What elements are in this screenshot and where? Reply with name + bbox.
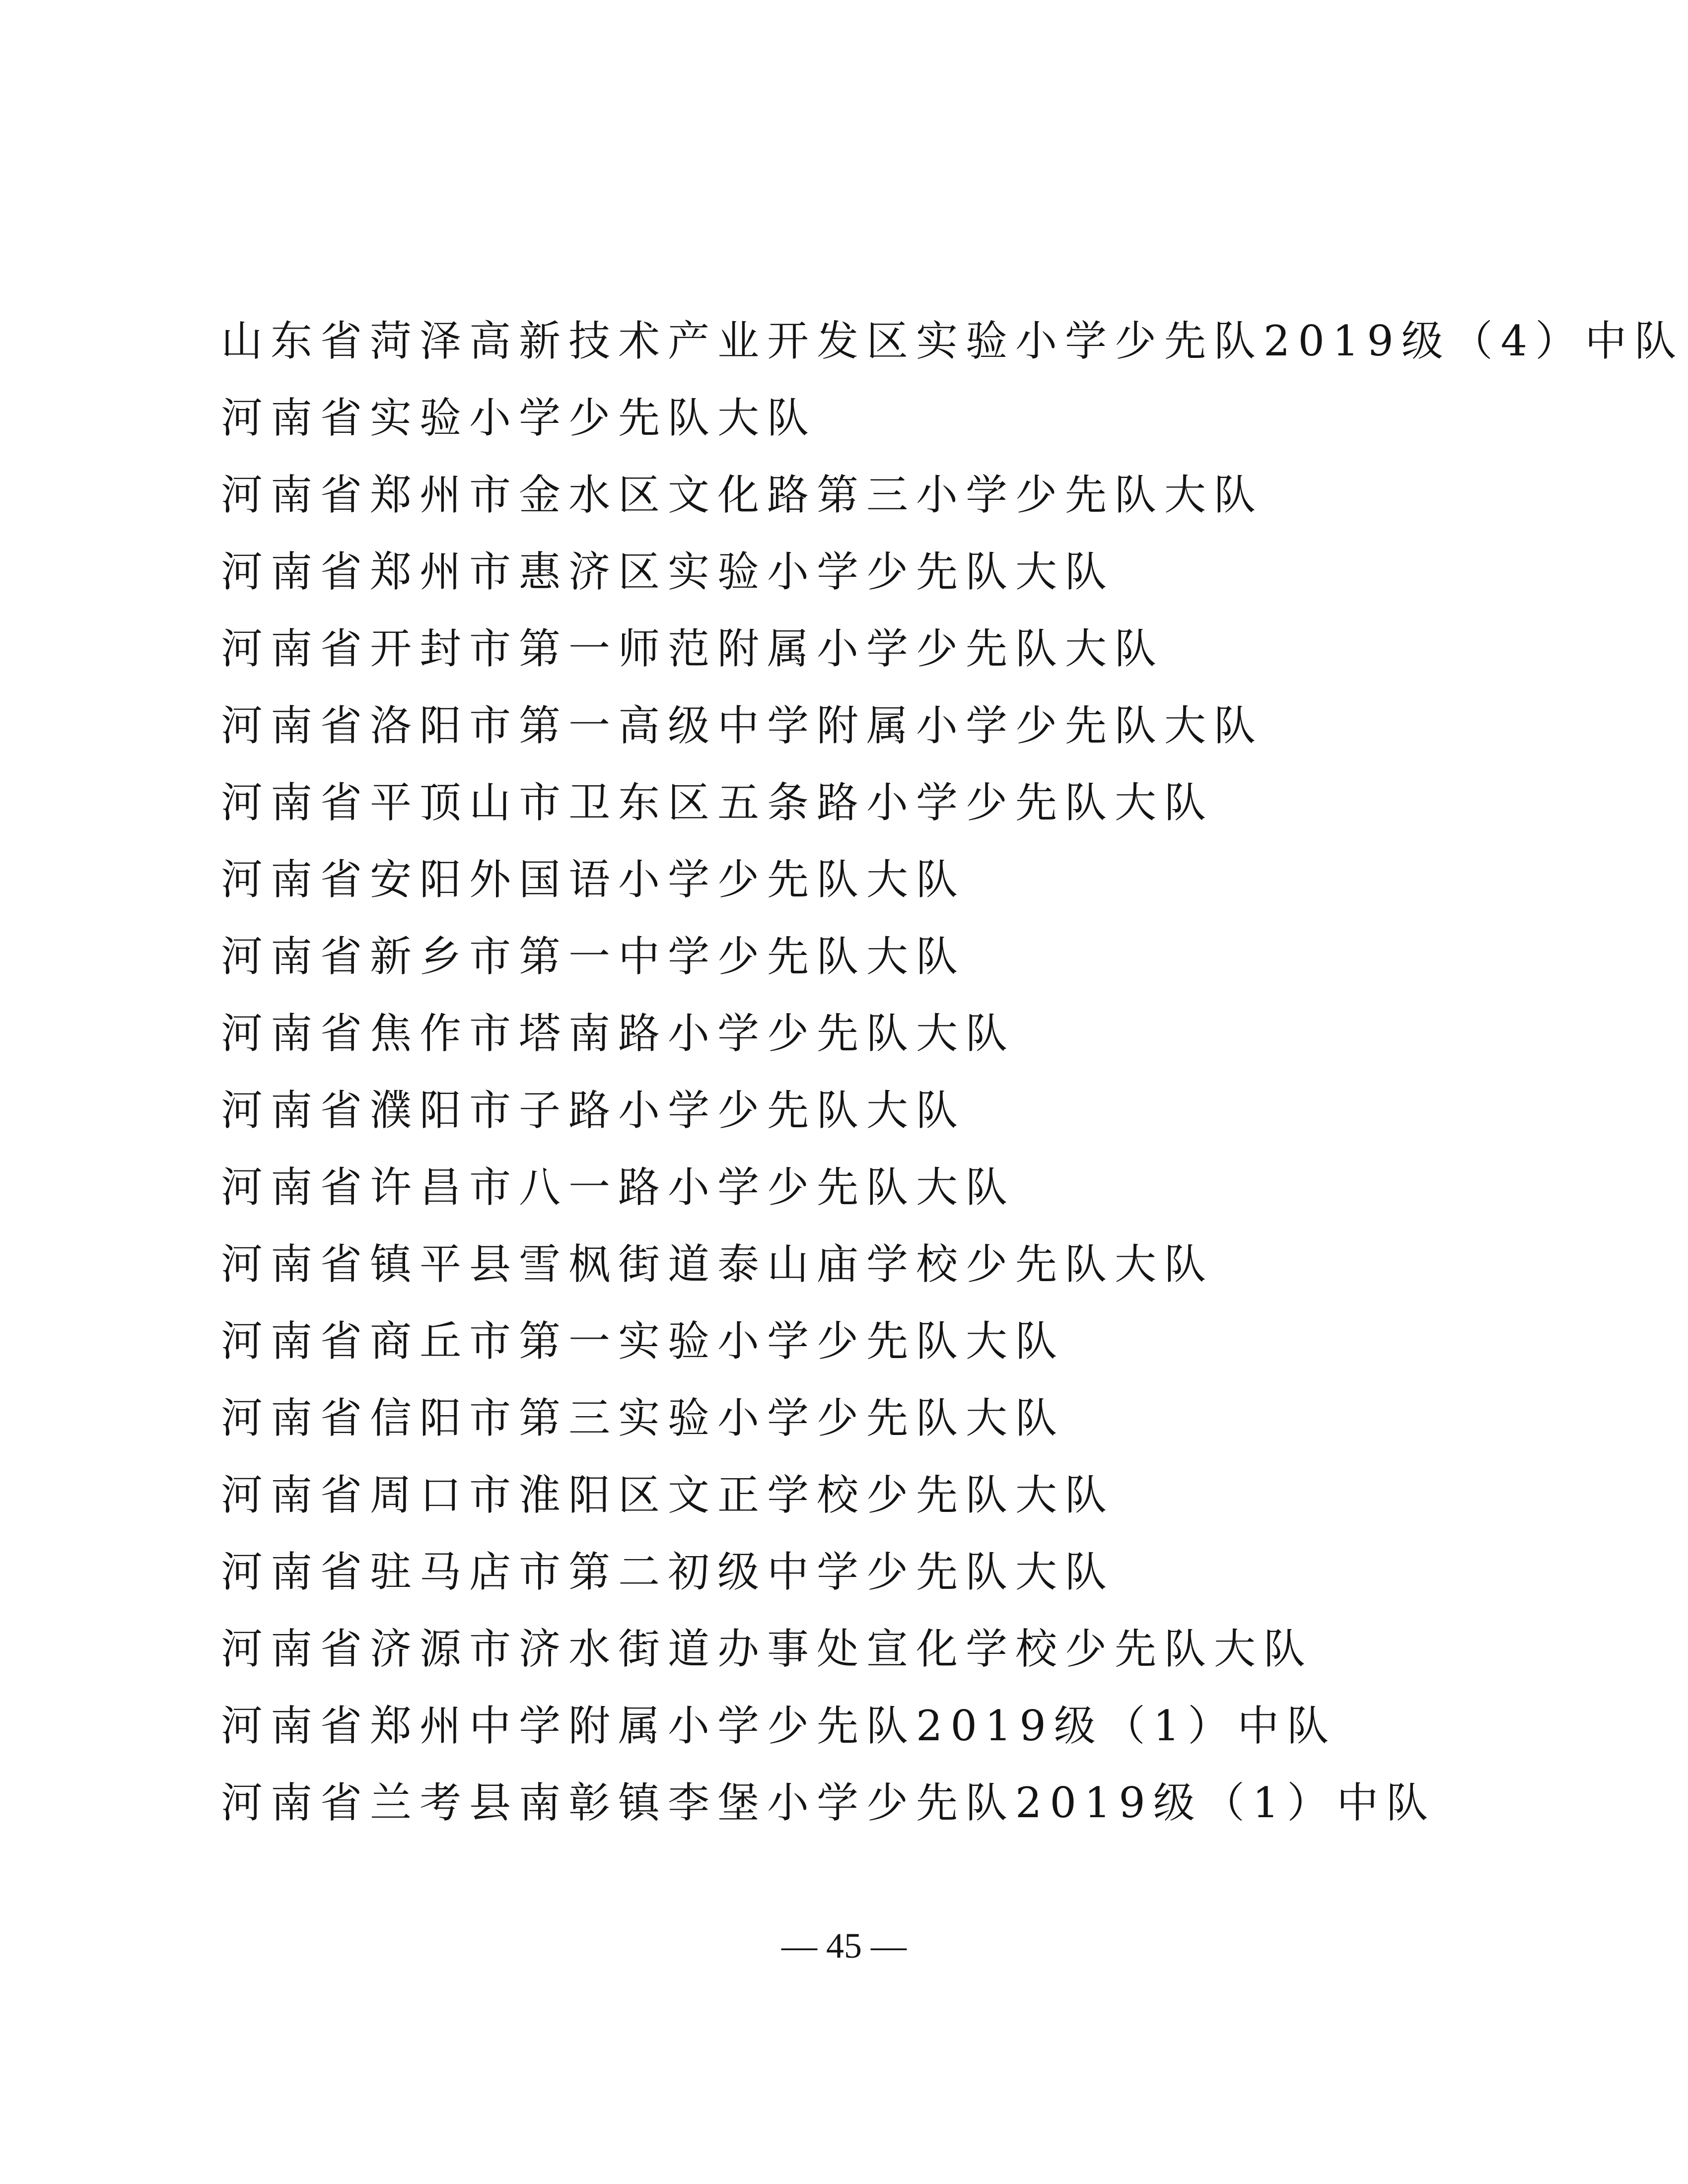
list-item: 河南省安阳外国语小学少先队大队 (221, 855, 966, 904)
list-item: 河南省周口市淮阳区文正学校少先队大队 (221, 1471, 1115, 1519)
list-item: 河南省郑州市金水区文化路第三小学少先队大队 (221, 471, 1264, 519)
list-item: 河南省洛阳市第一高级中学附属小学少先队大队 (221, 701, 1264, 750)
list-item: 河南省焦作市塔南路小学少先队大队 (221, 1009, 1016, 1058)
list-item: 河南省郑州市惠济区实验小学少先队大队 (221, 547, 1115, 596)
list-item: 河南省商丘市第一实验小学少先队大队 (221, 1317, 1065, 1365)
list-item: 河南省兰考县南彰镇李堡小学少先队2019级（1）中队 (221, 1778, 1436, 1827)
list-item: 河南省信阳市第三实验小学少先队大队 (221, 1394, 1065, 1442)
page-number: — 45 — (781, 1926, 907, 1966)
list-item: 河南省镇平县雪枫街道泰山庙学校少先队大队 (221, 1240, 1214, 1289)
list-item: 河南省许昌市八一路小学少先队大队 (221, 1163, 1016, 1212)
list-item: 河南省郑州中学附属小学少先队2019级（1）中队 (221, 1702, 1337, 1750)
list-item: 河南省平顶山市卫东区五条路小学少先队大队 (221, 778, 1214, 827)
list-item: 河南省濮阳市子路小学少先队大队 (221, 1086, 966, 1135)
list-item: 河南省新乡市第一中学少先队大队 (221, 932, 966, 981)
list-item: 河南省驻马店市第二初级中学少先队大队 (221, 1548, 1115, 1596)
honor-list (221, 303, 1685, 1842)
list-item: 河南省开封市第一师范附属小学少先队大队 (221, 624, 1165, 673)
list-item: 山东省菏泽高新技术产业开发区实验小学少先队2019级（4）中队 (221, 317, 1685, 365)
list-item: 河南省实验小学少先队大队 (221, 394, 817, 442)
list-item: 河南省济源市济水街道办事处宣化学校少先队大队 (221, 1625, 1314, 1673)
